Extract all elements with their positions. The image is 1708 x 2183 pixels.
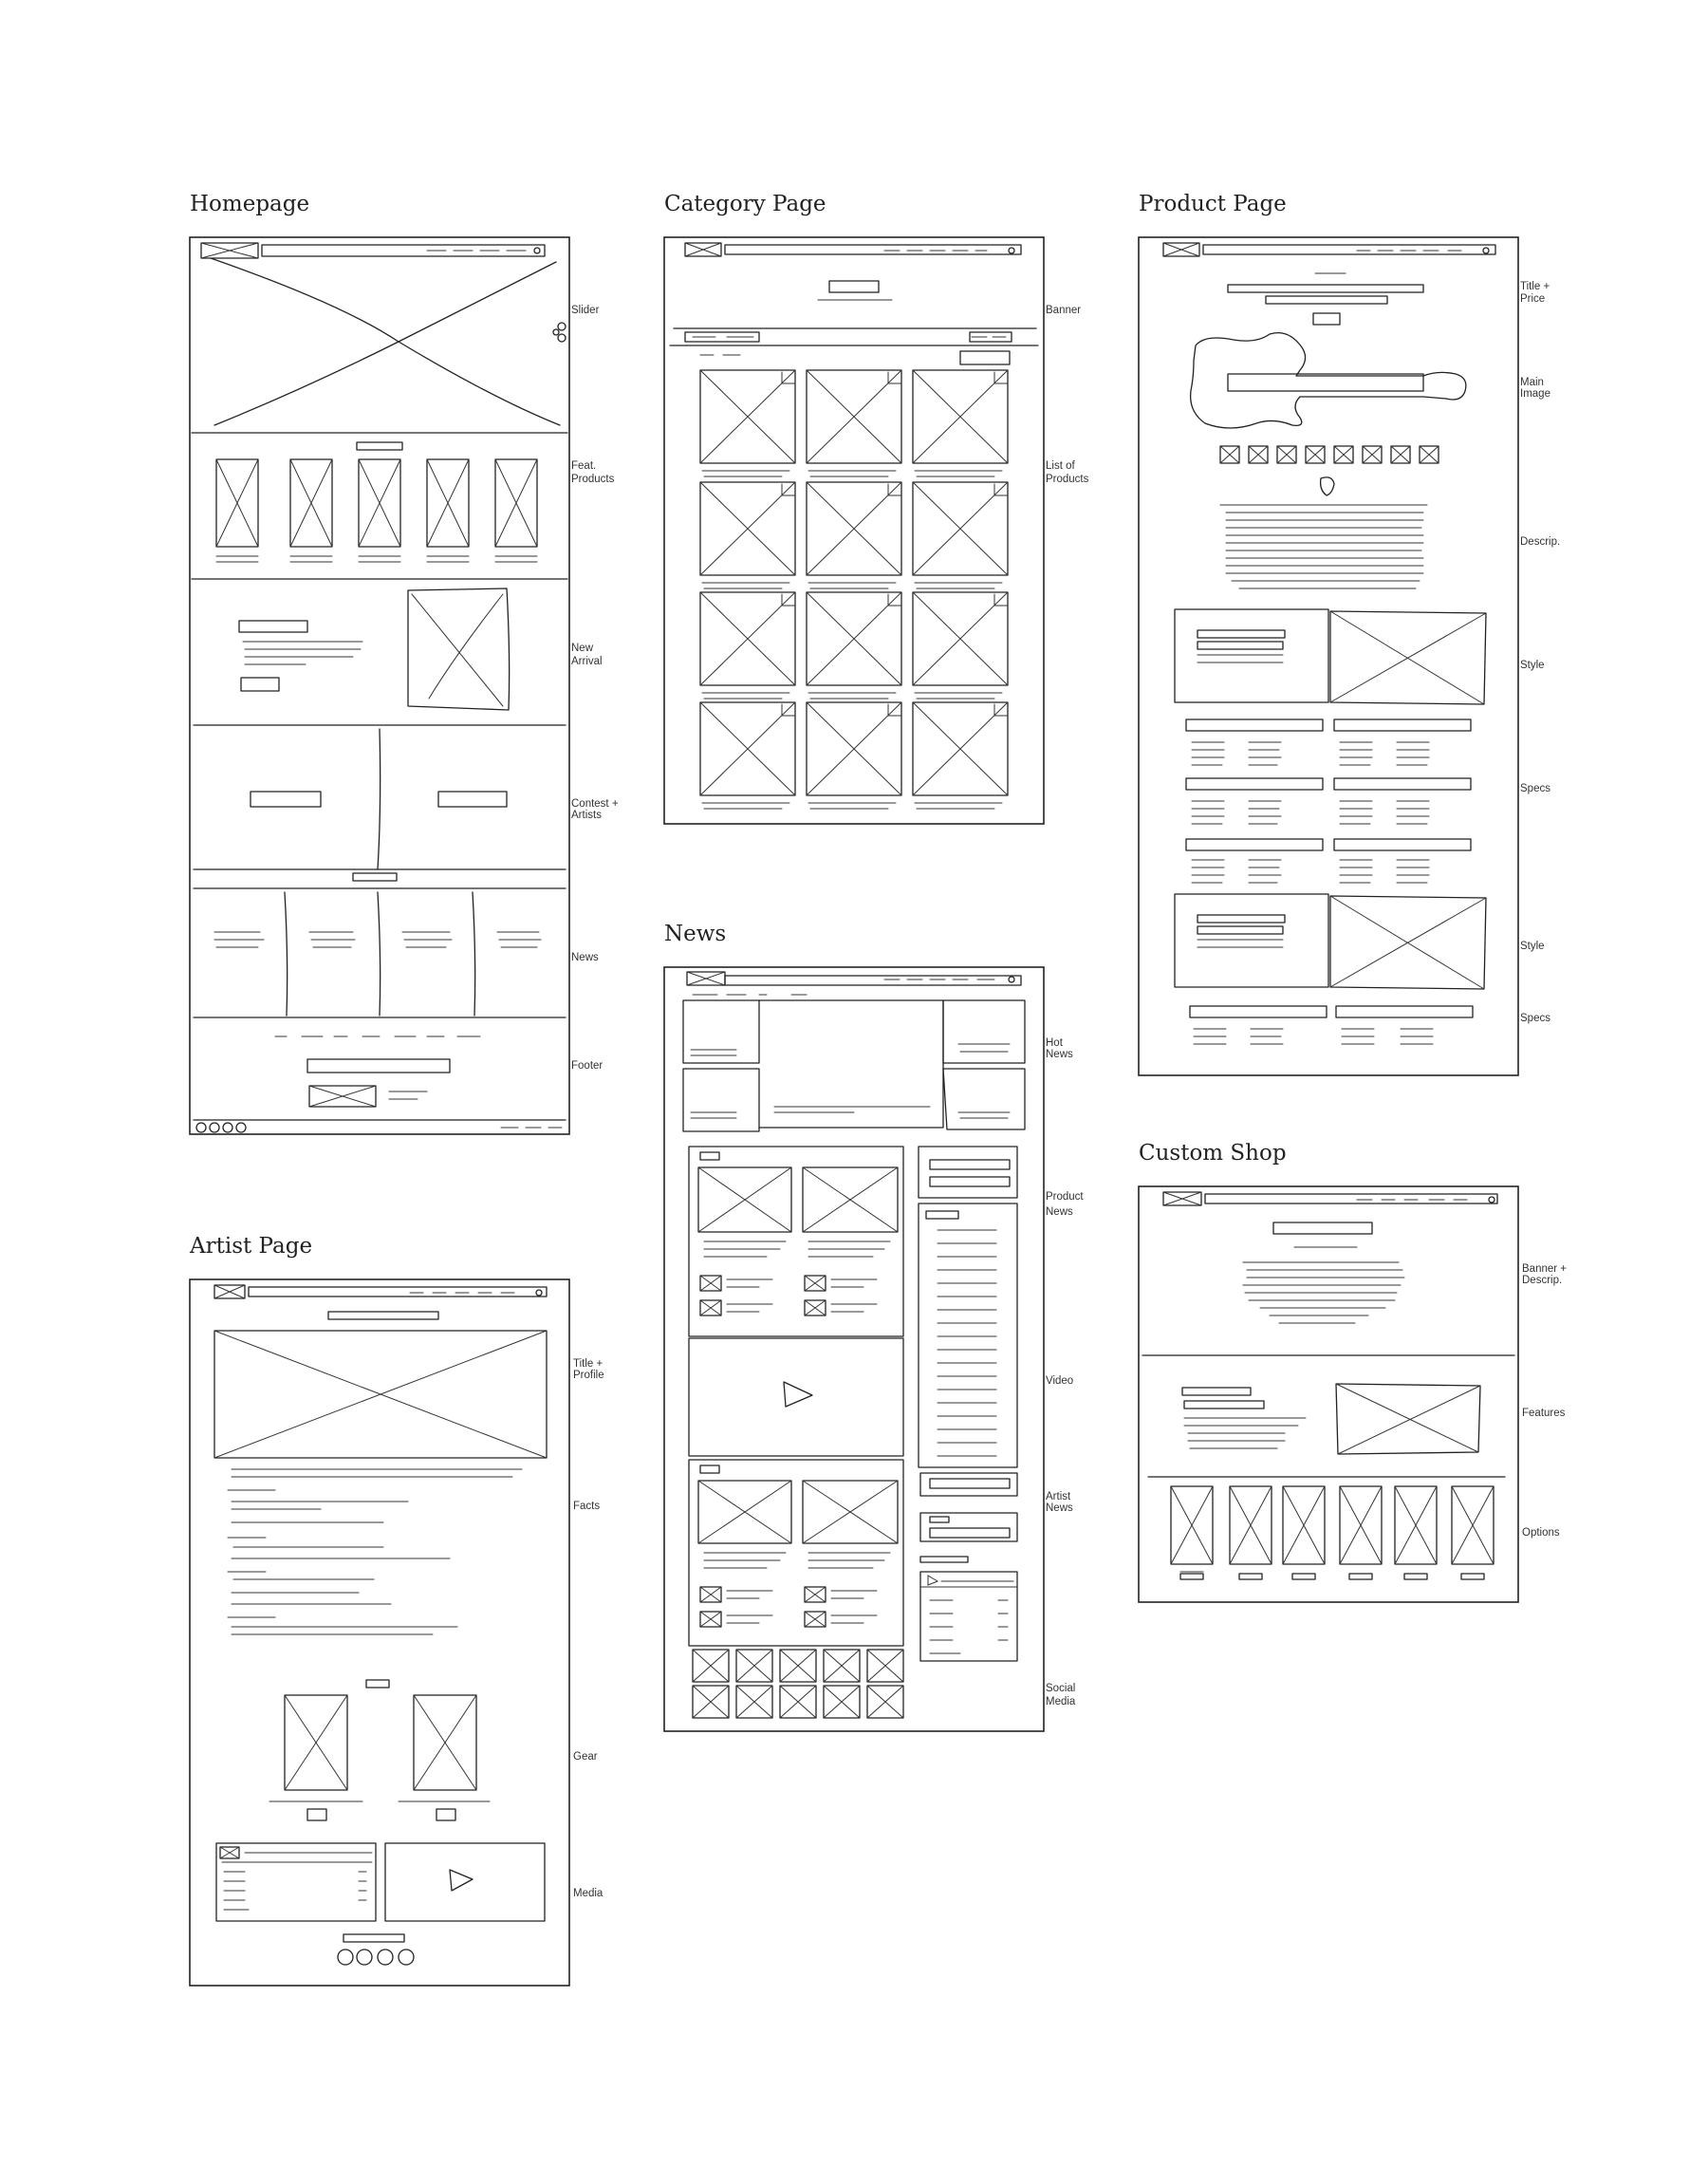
annotation-hot: Hot <box>1046 1037 1063 1049</box>
product-page-wireframe <box>1139 192 1560 1075</box>
annotation-specs-2: Specs <box>1520 1013 1550 1024</box>
annotation-slider: Slider <box>571 305 600 316</box>
product-page-title: Product Page <box>1139 192 1287 216</box>
annotation-products: Products <box>571 474 615 485</box>
product-news <box>689 1147 903 1336</box>
annotation-banner: Banner <box>1046 305 1082 316</box>
annotation-video: Video <box>1046 1375 1074 1387</box>
video-block <box>689 1338 903 1456</box>
hot-news <box>683 1000 1025 1131</box>
annotation-product-news: News <box>1046 1206 1073 1218</box>
annotation-gear: Gear <box>573 1751 598 1763</box>
annotation-options: Options <box>1522 1527 1560 1539</box>
annotation-media: Media <box>573 1888 603 1899</box>
annotation-hot-news: News <box>1046 1049 1073 1060</box>
artist-page-frame <box>190 1279 569 1986</box>
annotation-title-price: Title + <box>1520 281 1550 292</box>
media-block <box>216 1843 545 1921</box>
thumbnail-strip <box>1220 446 1439 463</box>
annotation-style-2: Style <box>1520 941 1545 952</box>
options-row <box>1171 1486 1494 1579</box>
annotation-social: Social <box>1046 1683 1076 1694</box>
annotation-title-profile: Title + <box>573 1358 603 1370</box>
annotation-contest: Contest + <box>571 798 619 810</box>
product-grid <box>700 370 1008 809</box>
social-media-grid <box>693 1650 903 1718</box>
annotation-news: News <box>571 952 599 963</box>
category-page-title: Category Page <box>664 192 826 216</box>
annotation-artist-news: News <box>1046 1502 1073 1514</box>
play-icon <box>450 1870 473 1891</box>
annotation-new: New <box>571 643 594 654</box>
artist-page-wireframe <box>189 1234 604 1986</box>
artist-page-title: Artist Page <box>190 1234 313 1259</box>
annotation-specs-1: Specs <box>1520 783 1550 794</box>
custom-shop-title: Custom Shop <box>1139 1141 1287 1166</box>
gear-items <box>269 1695 490 1820</box>
custom-shop-frame <box>1139 1186 1518 1602</box>
annotation-descrip-2: Descrip. <box>1522 1275 1563 1286</box>
news-wireframe <box>664 922 1084 1731</box>
annotation-style-1: Style <box>1520 660 1545 671</box>
annotation-artist: Artist <box>1046 1491 1071 1502</box>
annotation-profile: Profile <box>573 1370 604 1381</box>
annotation-main: Main <box>1520 377 1544 388</box>
annotation-banner-descrip: Banner + <box>1522 1263 1567 1275</box>
featured-products <box>216 459 537 562</box>
annotation-price: Price <box>1520 293 1546 305</box>
annotation-features: Features <box>1522 1408 1566 1419</box>
annotation-facts: Facts <box>573 1501 601 1512</box>
annotation-arrival: Arrival <box>571 656 603 667</box>
annotation-image: Image <box>1520 388 1550 400</box>
custom-shop-wireframe <box>1139 1141 1567 1602</box>
artist-news <box>689 1460 903 1646</box>
annotation-list-of: List of <box>1046 460 1075 472</box>
homepage-wireframe <box>190 192 619 1134</box>
annotation-social-media: Media <box>1046 1696 1076 1707</box>
annotation-feat: Feat. <box>571 460 597 472</box>
play-icon <box>784 1382 812 1407</box>
category-page-frame <box>664 237 1044 824</box>
annotation-descrip: Descrip. <box>1520 536 1561 548</box>
annotation-product: Product <box>1046 1191 1084 1203</box>
specs-block-1 <box>1186 719 1471 883</box>
news-title: News <box>664 922 727 946</box>
annotation-artists: Artists <box>571 810 602 821</box>
annotation-list-products: Products <box>1046 474 1089 485</box>
annotation-footer: Footer <box>571 1060 603 1072</box>
category-page-wireframe <box>664 192 1089 824</box>
homepage-title: Homepage <box>190 192 310 216</box>
